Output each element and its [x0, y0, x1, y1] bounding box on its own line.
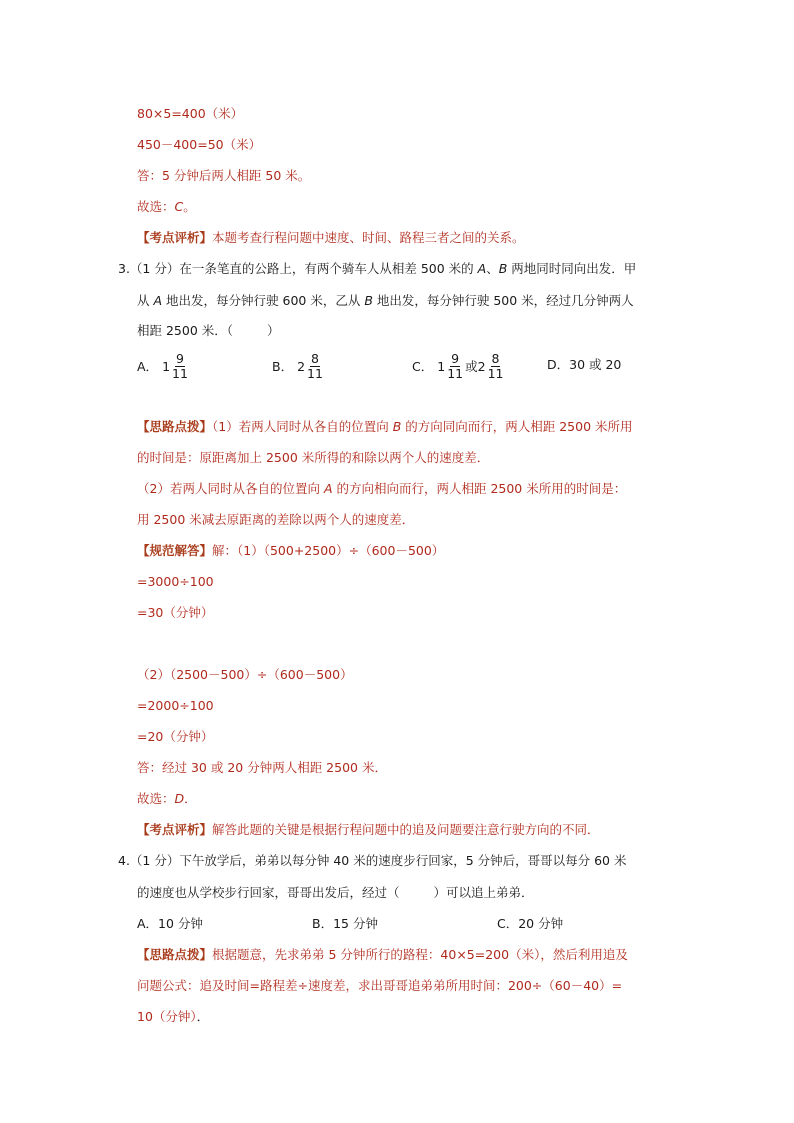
- q4-stem-line-2: [137, 884, 534, 902]
- q3-stem-text: 地出发，每分钟行驶 500 米，经过几分钟两人: [372, 293, 634, 308]
- q4-hint-line-1: [137, 946, 628, 964]
- or-word: 或: [465, 358, 478, 374]
- point-b: B: [392, 419, 402, 434]
- hint-text: 问题公式：追及时间=路程差÷速度差，求出哥哥追弟弟所用时间：: [137, 978, 508, 993]
- q3-hint-line-2: 的时间是：原距离加上 2500 米所得的和除以两个人的速度差．: [137, 450, 490, 465]
- choice-suffix: 。: [183, 199, 196, 214]
- q4-option-b[interactable]: B．15 分钟: [312, 916, 378, 931]
- denominator: 11: [447, 366, 464, 381]
- q3-answer-line: 答：经过 30 或 20 分钟两人相距 2500 米．: [137, 760, 387, 775]
- point-a: A: [153, 293, 163, 308]
- q3-option-a[interactable]: [137, 352, 190, 381]
- choice-prefix: 故选：: [137, 791, 175, 806]
- mixed-whole: 1: [437, 358, 446, 374]
- q3-stem-text: 地出发，每分钟行驶 600 米，乙从: [162, 293, 365, 308]
- q3-hint-line-4: 用 2500 米减去原距离的差除以两个人的速度差．: [137, 512, 415, 527]
- q3-option-b[interactable]: [272, 352, 325, 381]
- hint-text: （1）若两人同时从各自的位置向: [212, 419, 393, 434]
- fraction: [172, 352, 188, 381]
- q3-option-c[interactable]: [412, 352, 505, 381]
- calc-line-2: 450－400=50（米）: [137, 137, 262, 152]
- mixed-whole: 2: [477, 358, 486, 374]
- q3-stem-text: ）: [267, 323, 280, 338]
- q4-hint-line-3: [137, 1008, 209, 1026]
- hint-text: ．: [196, 1009, 210, 1024]
- solution-text: 解：（1）（500+2500）÷（600－500）: [212, 543, 445, 558]
- point-a: A: [477, 261, 487, 276]
- q3-solution-line-3: =30（分钟）: [137, 605, 214, 620]
- choice-answer: C: [174, 199, 184, 214]
- fraction: [488, 352, 504, 381]
- mixed-whole: 1: [162, 358, 171, 374]
- point-b: B: [364, 293, 373, 308]
- q3-stem-text: 从: [137, 293, 154, 308]
- q3-choice-line: [137, 790, 197, 808]
- hint-formula: 200÷（60－40）=: [507, 978, 623, 993]
- denominator: 11: [307, 366, 323, 381]
- q4-option-c[interactable]: C．20 分钟: [497, 916, 564, 931]
- q3-analysis-line: [137, 821, 600, 839]
- hint-text: 根据题意，先求弟弟 5 分钟所行的路程：: [212, 947, 441, 962]
- q3-option-d[interactable]: D．30 或 20: [547, 357, 622, 372]
- q3-hint-line-1: [137, 418, 633, 436]
- denominator: 11: [172, 366, 188, 381]
- q3-stem-line-3: [137, 322, 280, 340]
- q3-stem-text: 两地同时同向出发．甲: [507, 261, 637, 276]
- hint-tag: 【思路点拨】: [137, 947, 213, 962]
- q3-solution-line-6: =20（分钟）: [137, 729, 214, 744]
- option-label: A．: [137, 358, 159, 374]
- numerator: 8: [311, 351, 319, 366]
- analysis-text: 本题考查行程问题中速度、时间、路程三者之间的关系。: [212, 230, 525, 245]
- hint-tag: 【思路点拨】: [137, 419, 213, 434]
- solution-tag: 【规范解答】: [137, 543, 213, 558]
- hint-text: 的方向同向而行，两人相距 2500 米所用: [401, 419, 633, 434]
- choice-suffix: ．: [184, 791, 197, 806]
- analysis-tag: 【考点评析】: [137, 230, 213, 245]
- q3-stem-line-2: [137, 292, 634, 310]
- q3-solution-line-5: =2000÷100: [137, 698, 214, 713]
- choice-line: [137, 198, 196, 216]
- fraction: [447, 352, 463, 381]
- q4-hint-line-2: [137, 977, 622, 995]
- analysis-text: 解答此题的关键是根据行程问题中的追及问题要注意行驶方向的不同．: [212, 822, 600, 837]
- q4-option-a[interactable]: A．10 分钟: [137, 916, 203, 931]
- numerator: 8: [491, 351, 500, 366]
- option-label: C．: [412, 358, 434, 374]
- hint-formula: 40×5=200（米）: [440, 947, 541, 962]
- numerator: 9: [175, 351, 184, 366]
- q3-stem-line-1: [118, 260, 636, 278]
- option-label: B．: [272, 358, 294, 374]
- hint-text: （2）若两人同时从各自的位置向: [137, 481, 324, 496]
- analysis-line: [137, 229, 525, 247]
- analysis-tag: 【考点评析】: [137, 822, 213, 837]
- denominator: 11: [487, 366, 504, 381]
- answer-line: 答：5 分钟后两人相距 50 米。: [137, 168, 311, 183]
- separator: 、: [486, 261, 499, 276]
- numerator: 9: [451, 351, 460, 366]
- hint-formula: 10（分钟）: [137, 1009, 197, 1024]
- fraction: [307, 352, 323, 381]
- q4-stem-text: 的速度也从学校步行回家，哥哥出发后，经过（: [137, 885, 400, 900]
- hint-text: 的方向相向而行，两人相距 2500 米所用的时间是：: [332, 481, 627, 496]
- q4-stem-text: ）可以追上弟弟．: [433, 885, 534, 900]
- q3-solution-line-1: [137, 542, 444, 560]
- hint-text: ，然后利用追及: [540, 947, 628, 962]
- point-b: B: [498, 261, 508, 276]
- q3-stem-text: 3.（1 分）在一条笔直的公路上，有两个骑车人从相差 500 米的: [118, 261, 478, 276]
- q3-stem-text: 相距 2500 米．（: [137, 323, 234, 338]
- point-a: A: [323, 481, 333, 496]
- mixed-whole: 2: [297, 358, 306, 374]
- q3-solution-line-2: =3000÷100: [137, 574, 214, 589]
- q3-solution-line-4: （2）（2500－500）÷（600－500）: [137, 667, 353, 682]
- q4-stem-line-1: 4.（1 分）下午放学后，弟弟以每分钟 40 米的速度步行回家，5 分钟后，哥哥以每分 60 米: [118, 853, 627, 868]
- calc-line-1: 80×5=400（米）: [137, 106, 244, 121]
- choice-answer: D: [174, 791, 185, 806]
- choice-prefix: 故选：: [137, 199, 175, 214]
- q3-hint-line-3: [137, 480, 626, 498]
